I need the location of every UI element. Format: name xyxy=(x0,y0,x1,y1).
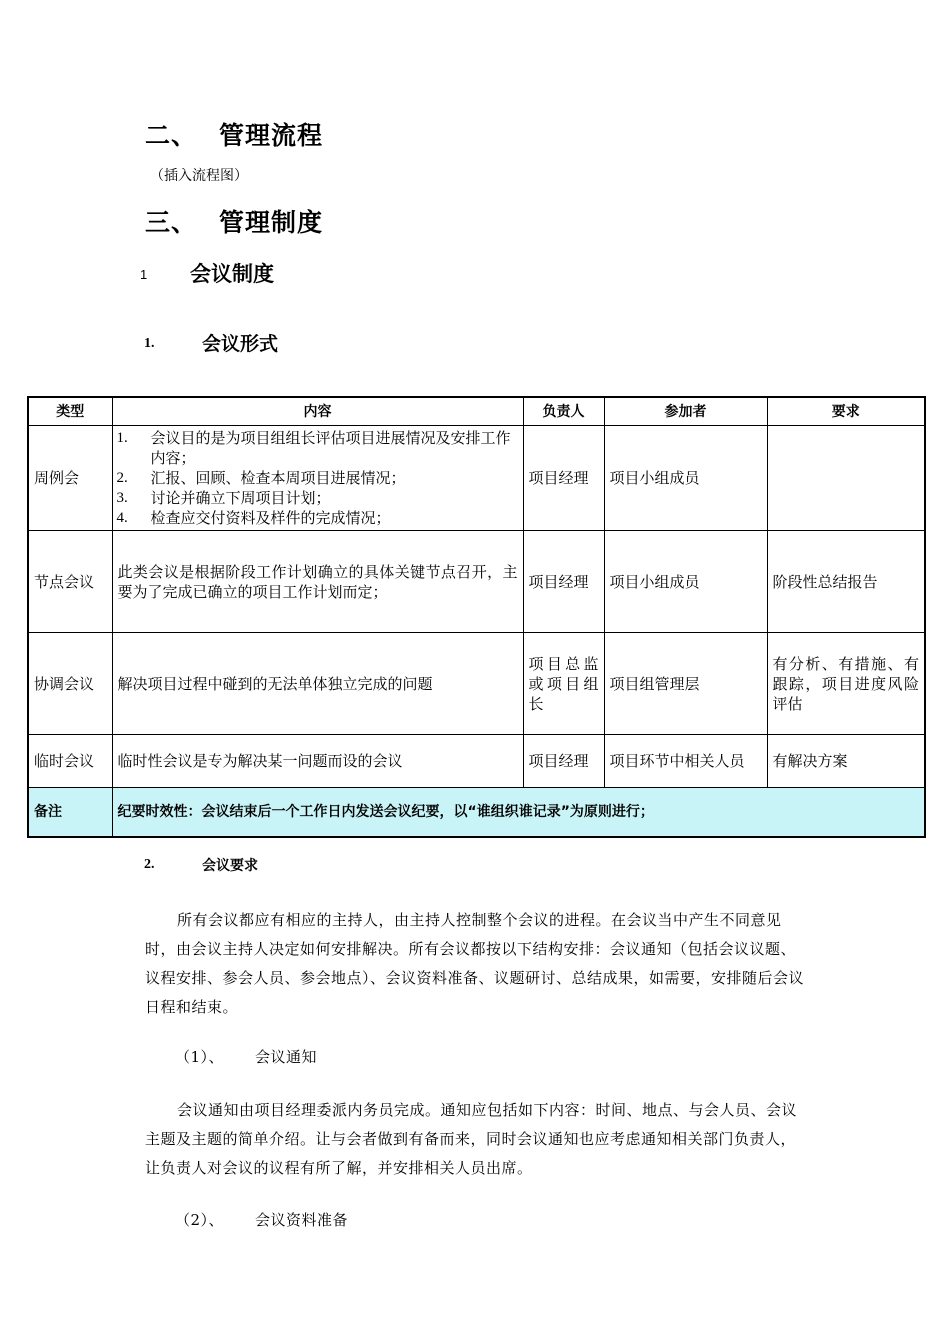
row-content: 解决项目过程中碰到的无法单体独立完成的问题 xyxy=(112,633,523,735)
list-item xyxy=(117,488,518,508)
table-row xyxy=(28,531,925,633)
header-participants: 参加者 xyxy=(604,397,767,426)
row-owner: 项目经理 xyxy=(523,735,604,788)
section2-number: 二、 xyxy=(145,121,198,150)
list-item-text: 检查应交付资料及样件的完成情况； xyxy=(150,509,391,527)
row-content: 此类会议是根据阶段工作计划确立的具体关键节点召开，主要为了完成已确立的项目工作计划而定； xyxy=(112,531,523,633)
list-item-text: 汇报、回顾、检查本周项目进展情况； xyxy=(150,469,406,487)
section2-heading xyxy=(145,116,323,152)
sub1-1-number: 1. xyxy=(144,336,155,351)
list-item-text: 会议目的是为项目组组长评估项目进展情况及安排工作内容； xyxy=(150,429,511,467)
list-item-number: 3. xyxy=(116,490,128,506)
header-content: 内容 xyxy=(112,397,523,426)
item2-title: 会议资料准备 xyxy=(255,1211,349,1229)
table-row xyxy=(28,633,925,735)
section3-number: 三、 xyxy=(145,208,198,237)
row-participants: 项目小组成员 xyxy=(604,531,767,633)
list-item-number: 1. xyxy=(116,430,128,446)
list-item-number: 2. xyxy=(116,470,128,486)
table-row xyxy=(28,426,925,531)
row-type: 节点会议 xyxy=(28,531,112,633)
section2-title: 管理流程 xyxy=(219,121,324,150)
sub1-1-title: 会议形式 xyxy=(202,333,279,355)
meeting-requirements-paragraph: 所有会议都应有相应的主持人，由主持人控制整个会议的进程。在会议当中产生不同意见时，由会议主持人决定如何安排解决。所有会议都按以下结构安排：会议通知（包括会议议题、议程安排、参会人员、参会地点）、会议资料准备、议题研讨、总结成果，如需要，安排随后会议日程和结束。 xyxy=(145,911,805,1016)
list-item xyxy=(117,428,518,468)
meeting-types-table xyxy=(27,396,926,838)
table-row xyxy=(28,735,925,788)
sub1-number: 1 xyxy=(140,267,148,282)
flowchart-placeholder-note: （插入流程图） xyxy=(150,168,248,184)
row-owner: 项目经理 xyxy=(523,531,604,633)
section3-title: 管理制度 xyxy=(219,208,324,237)
list-item xyxy=(117,508,518,528)
row-owner: 项目总监或项目组长 xyxy=(523,633,604,735)
item2-number: （2）、 xyxy=(175,1211,225,1229)
row-content xyxy=(112,426,523,531)
header-type: 类型 xyxy=(28,397,112,426)
row-participants: 项目小组成员 xyxy=(604,426,767,531)
item1-number: （1）、 xyxy=(175,1048,225,1066)
list-item-text: 讨论并确立下周项目计划； xyxy=(150,489,331,507)
header-owner: 负责人 xyxy=(523,397,604,426)
header-requirement: 要求 xyxy=(767,397,925,426)
row-requirement xyxy=(767,426,925,531)
item1-title: 会议通知 xyxy=(255,1048,318,1066)
row-requirement: 阶段性总结报告 xyxy=(767,531,925,633)
sub1-2-number: 2. xyxy=(144,857,155,872)
row-type: 临时会议 xyxy=(28,735,112,788)
row-content: 临时性会议是专为解决某一问题而设的会议 xyxy=(112,735,523,788)
sub1-2-title: 会议要求 xyxy=(202,858,258,874)
meeting-notice-paragraph: 会议通知由项目经理委派内务员完成。通知应包括如下内容：时间、地点、与会人员、会议主题及主题的简单介绍。让与会者做到有备而来，同时会议通知也应考虑通知相关部门负责人，让负责人对会议的议程有所了解，并安排相关人员出席。 xyxy=(145,1101,798,1177)
row-requirement: 有分析、有措施、有跟踪，项目进度风险评估 xyxy=(767,633,925,735)
table-header-row xyxy=(28,397,925,426)
content-list xyxy=(117,428,518,528)
list-item-number: 4. xyxy=(116,510,128,526)
remark-label: 备注 xyxy=(28,788,112,838)
remark-row xyxy=(28,788,925,838)
row-requirement: 有解决方案 xyxy=(767,735,925,788)
row-type: 周例会 xyxy=(28,426,112,531)
section3-heading xyxy=(145,203,323,239)
row-participants: 项目环节中相关人员 xyxy=(604,735,767,788)
remark-text: 纪要时效性：会议结束后一个工作日内发送会议纪要，以“谁组织谁记录”为原则进行； xyxy=(112,788,925,838)
row-type: 协调会议 xyxy=(28,633,112,735)
row-participants: 项目组管理层 xyxy=(604,633,767,735)
sub1-title: 会议制度 xyxy=(190,262,274,286)
list-item xyxy=(117,468,518,488)
row-owner: 项目经理 xyxy=(523,426,604,531)
